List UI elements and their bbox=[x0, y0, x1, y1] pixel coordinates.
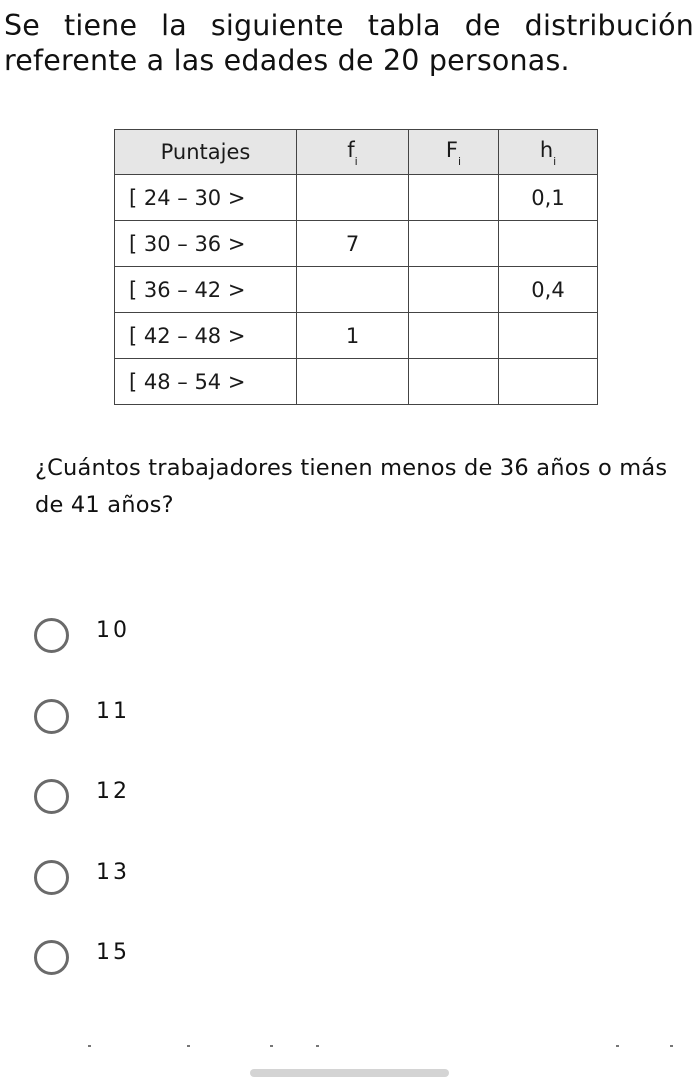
cell-interval: [ 36 – 42 > bbox=[115, 267, 297, 313]
header-fi bbox=[297, 130, 409, 175]
question-line-1: ¿Cuántos trabajadores tienen menos de 36 años o más bbox=[35, 455, 668, 481]
cell-interval: [ 30 – 36 > bbox=[115, 221, 297, 267]
cell-fi bbox=[297, 175, 409, 221]
cell-hi bbox=[499, 221, 598, 267]
option-label[interactable]: 11 bbox=[96, 698, 130, 724]
cell-Fi bbox=[409, 175, 499, 221]
dot bbox=[187, 1045, 190, 1047]
cell-hi: 0,4 bbox=[499, 267, 598, 313]
header-puntajes: Puntajes bbox=[115, 130, 297, 175]
option-label[interactable]: 10 bbox=[96, 618, 130, 643]
cell-hi bbox=[499, 359, 598, 405]
cell-Fi bbox=[409, 313, 499, 359]
dot bbox=[670, 1045, 673, 1047]
cell-fi bbox=[297, 267, 409, 313]
distribution-table bbox=[114, 129, 598, 405]
cell-fi: 1 bbox=[297, 313, 409, 359]
header-hi bbox=[499, 130, 598, 175]
radio-button[interactable] bbox=[34, 779, 69, 814]
cell-fi bbox=[297, 359, 409, 405]
radio-button[interactable] bbox=[34, 699, 69, 734]
table-header-row bbox=[115, 130, 598, 175]
option-label[interactable]: 13 bbox=[96, 859, 130, 885]
cell-fi: 7 bbox=[297, 221, 409, 267]
question-text bbox=[35, 450, 695, 524]
table-row bbox=[115, 359, 598, 405]
table-row bbox=[115, 175, 598, 221]
radio-button[interactable] bbox=[34, 618, 69, 653]
header-hi-sub: i bbox=[553, 154, 557, 168]
radio-button[interactable] bbox=[34, 940, 69, 975]
table-row bbox=[115, 267, 598, 313]
statement-line-2: referente a las edades de 20 personas. bbox=[4, 44, 570, 77]
cell-interval: [ 42 – 48 > bbox=[115, 313, 297, 359]
header-Fi-sub: i bbox=[458, 154, 462, 168]
option-label[interactable]: 12 bbox=[96, 779, 130, 804]
dot bbox=[316, 1045, 319, 1047]
dot bbox=[270, 1045, 273, 1047]
cell-Fi bbox=[409, 267, 499, 313]
cell-interval: [ 24 – 30 > bbox=[115, 175, 297, 221]
table-row bbox=[115, 313, 598, 359]
header-fi-sub: i bbox=[354, 154, 358, 168]
header-Fi-base: F bbox=[445, 138, 459, 163]
dot bbox=[88, 1045, 91, 1047]
cell-Fi bbox=[409, 221, 499, 267]
cell-Fi bbox=[409, 359, 499, 405]
option-label[interactable]: 15 bbox=[96, 940, 130, 965]
page-fold-dots bbox=[0, 1045, 696, 1049]
scroll-handle[interactable] bbox=[250, 1069, 449, 1077]
problem-statement bbox=[4, 8, 694, 78]
header-Fi bbox=[409, 130, 499, 175]
cell-hi bbox=[499, 313, 598, 359]
header-hi-base: h bbox=[539, 138, 554, 163]
cell-interval: [ 48 – 54 > bbox=[115, 359, 297, 405]
header-fi-base: f bbox=[347, 138, 355, 163]
question-line-2: de 41 años? bbox=[35, 492, 174, 518]
statement-line-1: Se tiene la siguiente tabla de distribución bbox=[4, 9, 694, 42]
table-row bbox=[115, 221, 598, 267]
cell-hi: 0,1 bbox=[499, 175, 598, 221]
radio-button[interactable] bbox=[34, 860, 69, 895]
dot bbox=[616, 1045, 619, 1047]
